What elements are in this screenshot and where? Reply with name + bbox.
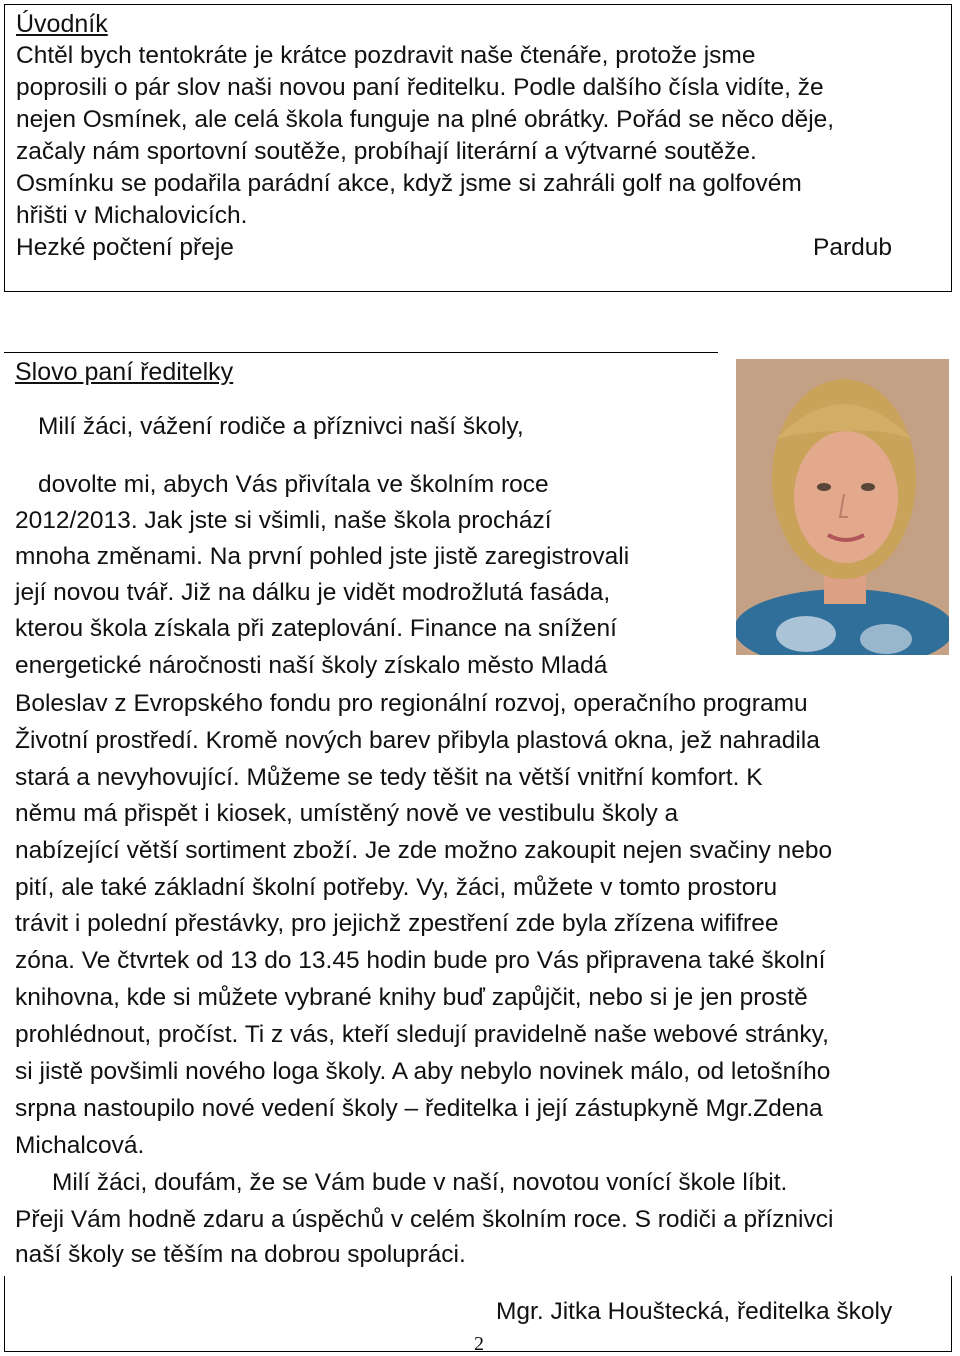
article-line: Milí žáci, doufám, že se Vám bude v naší, novotou vonící škole líbit. — [52, 1169, 788, 1196]
article-line: stará a nevyhovující. Můžeme se tedy těšit na větší vnitřní komfort. K — [15, 764, 763, 791]
editorial-author: Pardub — [813, 234, 893, 261]
article-line: dovolte mi, abych Vás přivítala ve školním roce — [38, 471, 549, 498]
article-line: energetické náročnosti naší školy získalo město Mladá — [15, 652, 608, 679]
article-line: Přeji Vám hodně zdaru a úspěchů v celém školním roce. S rodiči a příznivci — [15, 1206, 834, 1233]
editorial-closing-row — [16, 232, 951, 264]
editorial-line: Osmínku se podařila parádní akce, když jsme si zahráli golf na golfovém — [16, 170, 802, 197]
editorial-box — [4, 4, 952, 292]
editorial-closing: Hezké počtení přeje — [16, 234, 234, 261]
article-line: srpna nastoupilo nové vedení školy – ředitelka i její zástupkyně Mgr.Zdena — [15, 1095, 823, 1122]
article-line: pití, ale také základní školní potřeby. Vy, žáci, můžete v tomto prostoru — [15, 874, 778, 901]
article-line: němu má přispět i kiosek, umístěný nově ve vestibulu školy a — [15, 800, 679, 827]
article-line: naší školy se těším na dobrou spolupráci. — [15, 1241, 466, 1268]
article-line: si jistě povšimli nového loga školy. A aby nebylo novinek málo, od letošního — [15, 1058, 831, 1085]
principal-portrait-image — [736, 359, 949, 655]
article-signature: Mgr. Jitka Houštecká, ředitelka školy — [496, 1298, 893, 1325]
editorial-title: Úvodník — [16, 10, 108, 38]
editorial-line: začaly nám sportovní soutěže, probíhají literární a výtvarné soutěže. — [16, 138, 757, 165]
article-line: Michalcová. — [15, 1132, 145, 1159]
page-number: 2 — [474, 1333, 484, 1355]
article-line: Boleslav z Evropského fondu pro regionální rozvoj, operačního programu — [15, 690, 808, 717]
article-line: kterou škola získala při zateplování. Finance na snížení — [15, 615, 617, 642]
editorial-line: poprosili o pár slov naši novou paní ředitelku. Podle dalšího čísla vidíte, že — [16, 74, 824, 101]
section-divider — [4, 352, 718, 353]
editorial-line: hřišti v Michalovicích. — [16, 202, 248, 229]
article-line: knihovna, kde si můžete vybrané knihy buď zapůjčit, nebo si je jen prostě — [15, 984, 808, 1011]
editorial-line: Chtěl bych tentokráte je krátce pozdravit naše čtenáře, protože jsme — [16, 42, 756, 69]
editorial-line: nejen Osmínek, ale celá škola funguje na plné obrátky. Pořád se něco děje, — [16, 106, 835, 133]
article-line: trávit i polední přestávky, pro jejichž zpestření zde byla zřízena wififree — [15, 910, 779, 937]
article-title: Slovo paní ředitelky — [15, 358, 234, 386]
article-line: zóna. Ve čtvrtek od 13 do 13.45 hodin bude pro Vás připravena také školní — [15, 947, 826, 974]
article-line: nabízející větší sortiment zboží. Je zde možno zakoupit nejen svačiny nebo — [15, 837, 833, 864]
article-line: Životní prostředí. Kromě nových barev přibyla plastová okna, jež nahradila — [15, 727, 820, 754]
article-line: 2012/2013. Jak jste si všimli, naše škola prochází — [15, 507, 552, 534]
article-line: Milí žáci, vážení rodiče a příznivci naší školy, — [38, 413, 524, 440]
article-line: mnoha změnami. Na první pohled jste jistě zaregistrovali — [15, 543, 630, 570]
principal-photo — [736, 359, 949, 655]
article-line: prohlédnout, pročíst. Ti z vás, kteří sledují pravidelně naše webové stránky, — [15, 1021, 829, 1048]
article-line: její novou tvář. Již na dálku je vidět modrožlutá fasáda, — [15, 579, 611, 606]
